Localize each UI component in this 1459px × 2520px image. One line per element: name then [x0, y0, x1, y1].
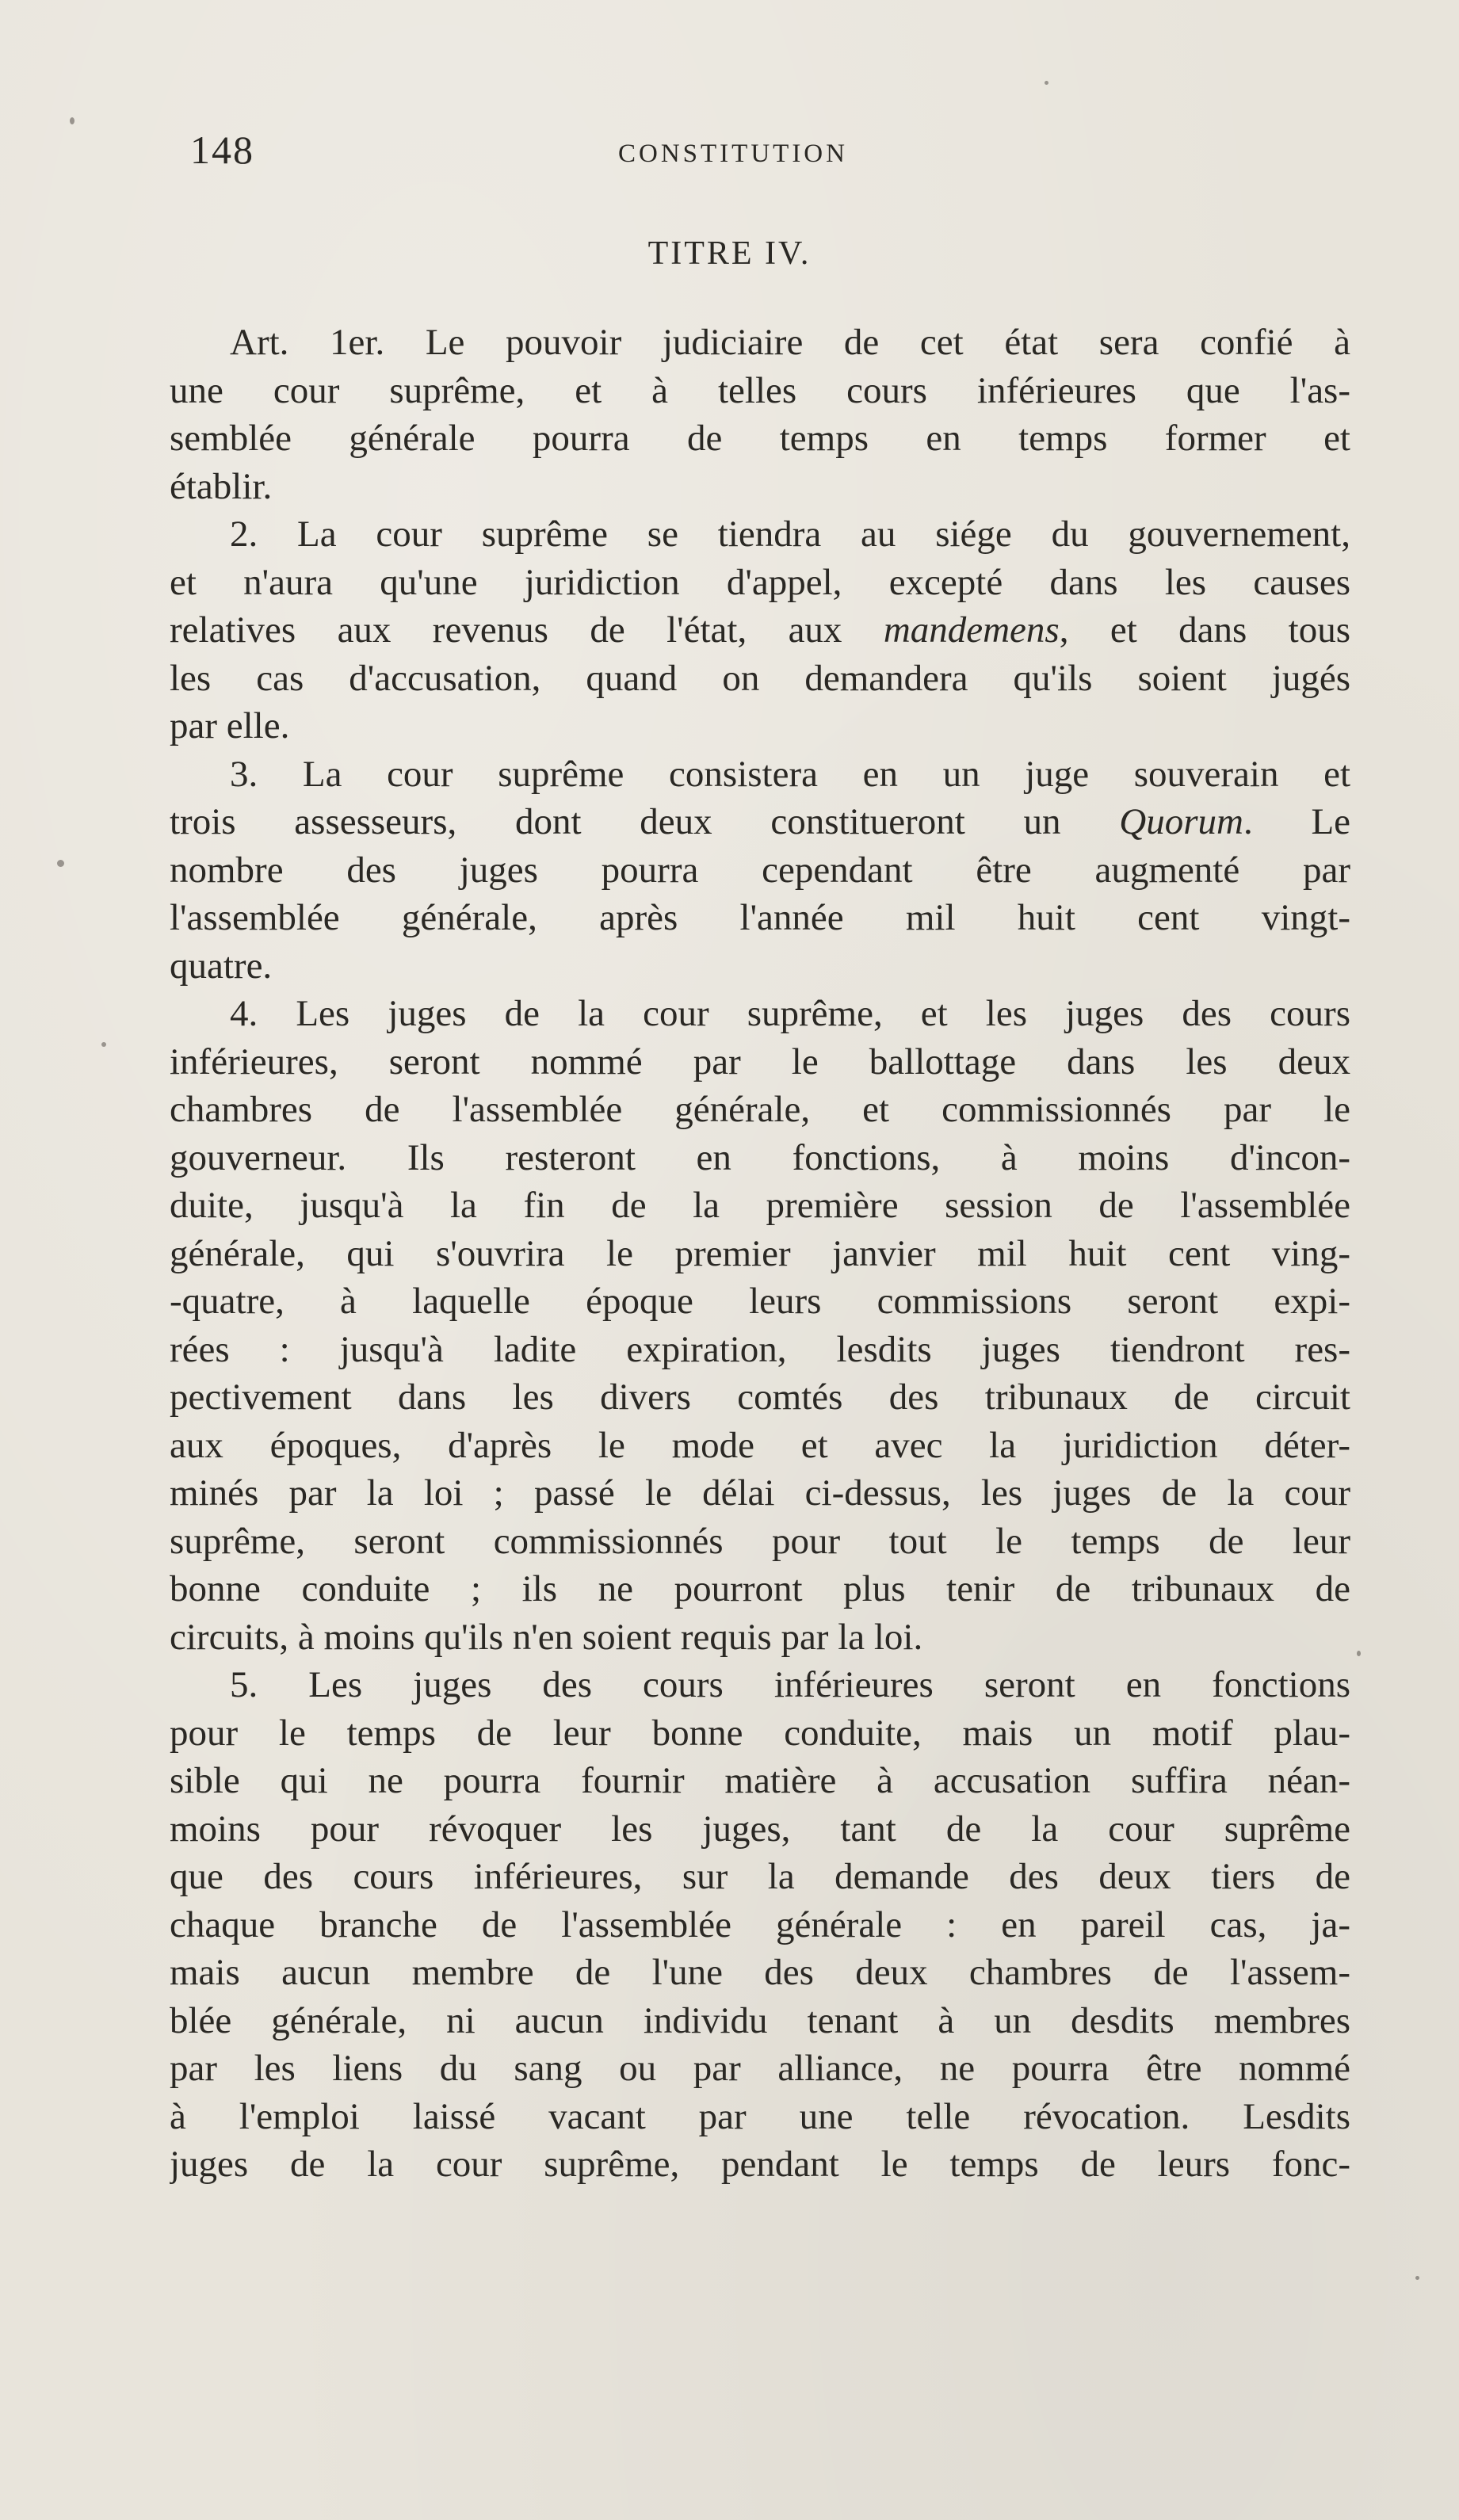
text-line-content: l'assemblée générale, après l'année mil huit cent vingt-: [170, 897, 1350, 938]
text-line-content: établir.: [170, 465, 273, 507]
text-line-content: que des cours inférieures, sur la demande des deux tiers de: [170, 1856, 1350, 1897]
text-line: [170, 1757, 1350, 1805]
text-line: [170, 1230, 1350, 1278]
text-line: [170, 1326, 1350, 1374]
text-line-content: et n'aura qu'une juridiction d'appel, excepté dans les causes: [170, 561, 1350, 603]
text-line: [170, 798, 1350, 846]
text-line: [170, 319, 1350, 367]
section-title: TITRE IV.: [647, 235, 812, 272]
text-line-content: juges de la cour suprême, pendant le temps de leurs fonc-: [170, 2144, 1350, 2185]
text-line-content: blée générale, ni aucun individu tenant à un desdits membres: [170, 1999, 1350, 2041]
text-line-content: pectivement dans les divers comtés des tribunaux de circuit: [170, 1376, 1350, 1418]
text-line-content: relatives aux revenus de l'état, aux: [170, 609, 842, 651]
text-line: [170, 1086, 1350, 1134]
paper-speck: [57, 860, 64, 867]
text-line: [170, 606, 1350, 655]
text-line: [170, 942, 1350, 991]
text-line-content: par les liens du sang ou par alliance, ne pourra être nommé: [170, 2048, 1350, 2089]
paper-speck: [1415, 2276, 1419, 2280]
text-line-content: chambres de l'assemblée générale, et commissionnés par le: [170, 1089, 1350, 1130]
text-line: [170, 1997, 1350, 2045]
paper-speck: [101, 1042, 106, 1047]
text-line-content: 3. La cour suprême consistera en un juge souverain et: [230, 753, 1350, 795]
text-line: [170, 846, 1350, 895]
text-line: [170, 702, 1350, 750]
text-line-content: inférieures, seront nommé par le ballottage dans les deux: [170, 1040, 1350, 1082]
text-line-content: les cas d'accusation, quand on demandera qu'ils soient jugés: [170, 657, 1350, 699]
text-line-content: suprême, seront commissionnés pour tout le temps de leur: [170, 1520, 1350, 1562]
page-number: 148: [190, 128, 254, 172]
text-line-content: mais aucun membre de l'une des deux chambres de l'assem-: [170, 1952, 1350, 1993]
text-line-content: moins pour révoquer les juges, tant de la cour suprême: [170, 1808, 1350, 1850]
italic-term: mandemens: [883, 609, 1060, 651]
text-line: [170, 655, 1350, 703]
text-line-content: rées : jusqu'à ladite expiration, lesdits juges tiendront res-: [170, 1328, 1350, 1370]
text-line: [170, 1853, 1350, 1901]
text-line: [170, 1038, 1350, 1086]
text-line: [170, 990, 1350, 1038]
paper-speck: [1357, 1651, 1361, 1656]
text-line-content: 4. Les juges de la cour suprême, et les juges des cours: [230, 993, 1350, 1034]
text-line-content: générale, qui s'ouvrira le premier janvier mil huit cent ving-: [170, 1232, 1350, 1274]
text-line: [170, 1661, 1350, 1709]
text-line: [170, 1182, 1350, 1230]
text-line: [170, 1949, 1350, 1997]
text-line-content: par elle.: [170, 705, 290, 746]
text-line-content: une cour suprême, et à telles cours inférieures que l'as-: [170, 369, 1350, 411]
paper-speck: [1045, 81, 1048, 85]
text-line: [170, 750, 1350, 799]
text-line: [170, 367, 1350, 415]
text-line-content: aux époques, d'après le mode et avec la juridiction déter-: [170, 1424, 1350, 1466]
text-line-tail: . Le: [1243, 801, 1350, 842]
paper-speck: [70, 117, 74, 124]
text-line-content: semblée générale pourra de temps en temps former et: [170, 418, 1350, 459]
text-line-content: circuits, à moins qu'ils n'en soient requis par la loi.: [170, 1616, 923, 1658]
text-line: [170, 2045, 1350, 2093]
text-line-content: pour le temps de leur bonne conduite, mais un motif plau-: [170, 1712, 1350, 1754]
text-line-content: nombre des juges pourra cependant être augmenté par: [170, 849, 1350, 891]
text-line-content: à l'emploi laissé vacant par une telle révocation. Lesdits: [170, 2095, 1350, 2137]
page-header: [190, 127, 1347, 174]
text-line: [170, 1277, 1350, 1326]
body-text: [170, 319, 1350, 2189]
text-line: [170, 559, 1350, 607]
text-line: [170, 1134, 1350, 1182]
text-line: [170, 1805, 1350, 1854]
text-line: [170, 894, 1350, 942]
text-line: [170, 1901, 1350, 1949]
text-line: [170, 2140, 1350, 2189]
text-line: [170, 1469, 1350, 1518]
text-line-content: sible qui ne pourra fournir matière à accusation suffira néan-: [170, 1760, 1350, 1801]
italic-term: Quorum: [1119, 801, 1243, 842]
text-line-content: -quatre, à laquelle époque leurs commissions seront expi-: [170, 1281, 1350, 1322]
text-line: [170, 1709, 1350, 1758]
text-line: [170, 1373, 1350, 1422]
text-line-content: gouverneur. Ils resteront en fonctions, à moins d'incon-: [170, 1136, 1350, 1178]
text-line: [170, 463, 1350, 511]
text-line-content: 5. Les juges des cours inférieures seront en fonctions: [230, 1664, 1350, 1705]
text-line-content: duite, jusqu'à la fin de la première session de l'assemblée: [170, 1185, 1350, 1226]
text-line-content: Art. 1er. Le pouvoir judiciaire de cet état sera confié à: [230, 322, 1350, 363]
text-line-content: 2. La cour suprême se tiendra au siége du gouvernement,: [230, 514, 1350, 555]
text-line-content: quatre.: [170, 945, 273, 987]
text-line: [170, 510, 1350, 559]
text-line: [170, 1422, 1350, 1470]
text-line-content: chaque branche de l'assemblée générale : en pareil cas, ja-: [170, 1903, 1350, 1945]
text-line-content: minés par la loi ; passé le délai ci-dessus, les juges de la cour: [170, 1472, 1350, 1514]
text-line: [170, 1565, 1350, 1613]
text-line: [170, 1518, 1350, 1566]
text-line: [170, 1613, 1350, 1662]
text-line-tail: , et dans tous: [1059, 609, 1350, 651]
text-line: [170, 414, 1350, 463]
text-line-content: trois assesseurs, dont deux constitueront un: [170, 801, 1061, 842]
text-line: [170, 2093, 1350, 2141]
text-line-content: bonne conduite ; ils ne pourront plus tenir de tribunaux de: [170, 1568, 1350, 1609]
running-head: CONSTITUTION: [618, 139, 848, 168]
